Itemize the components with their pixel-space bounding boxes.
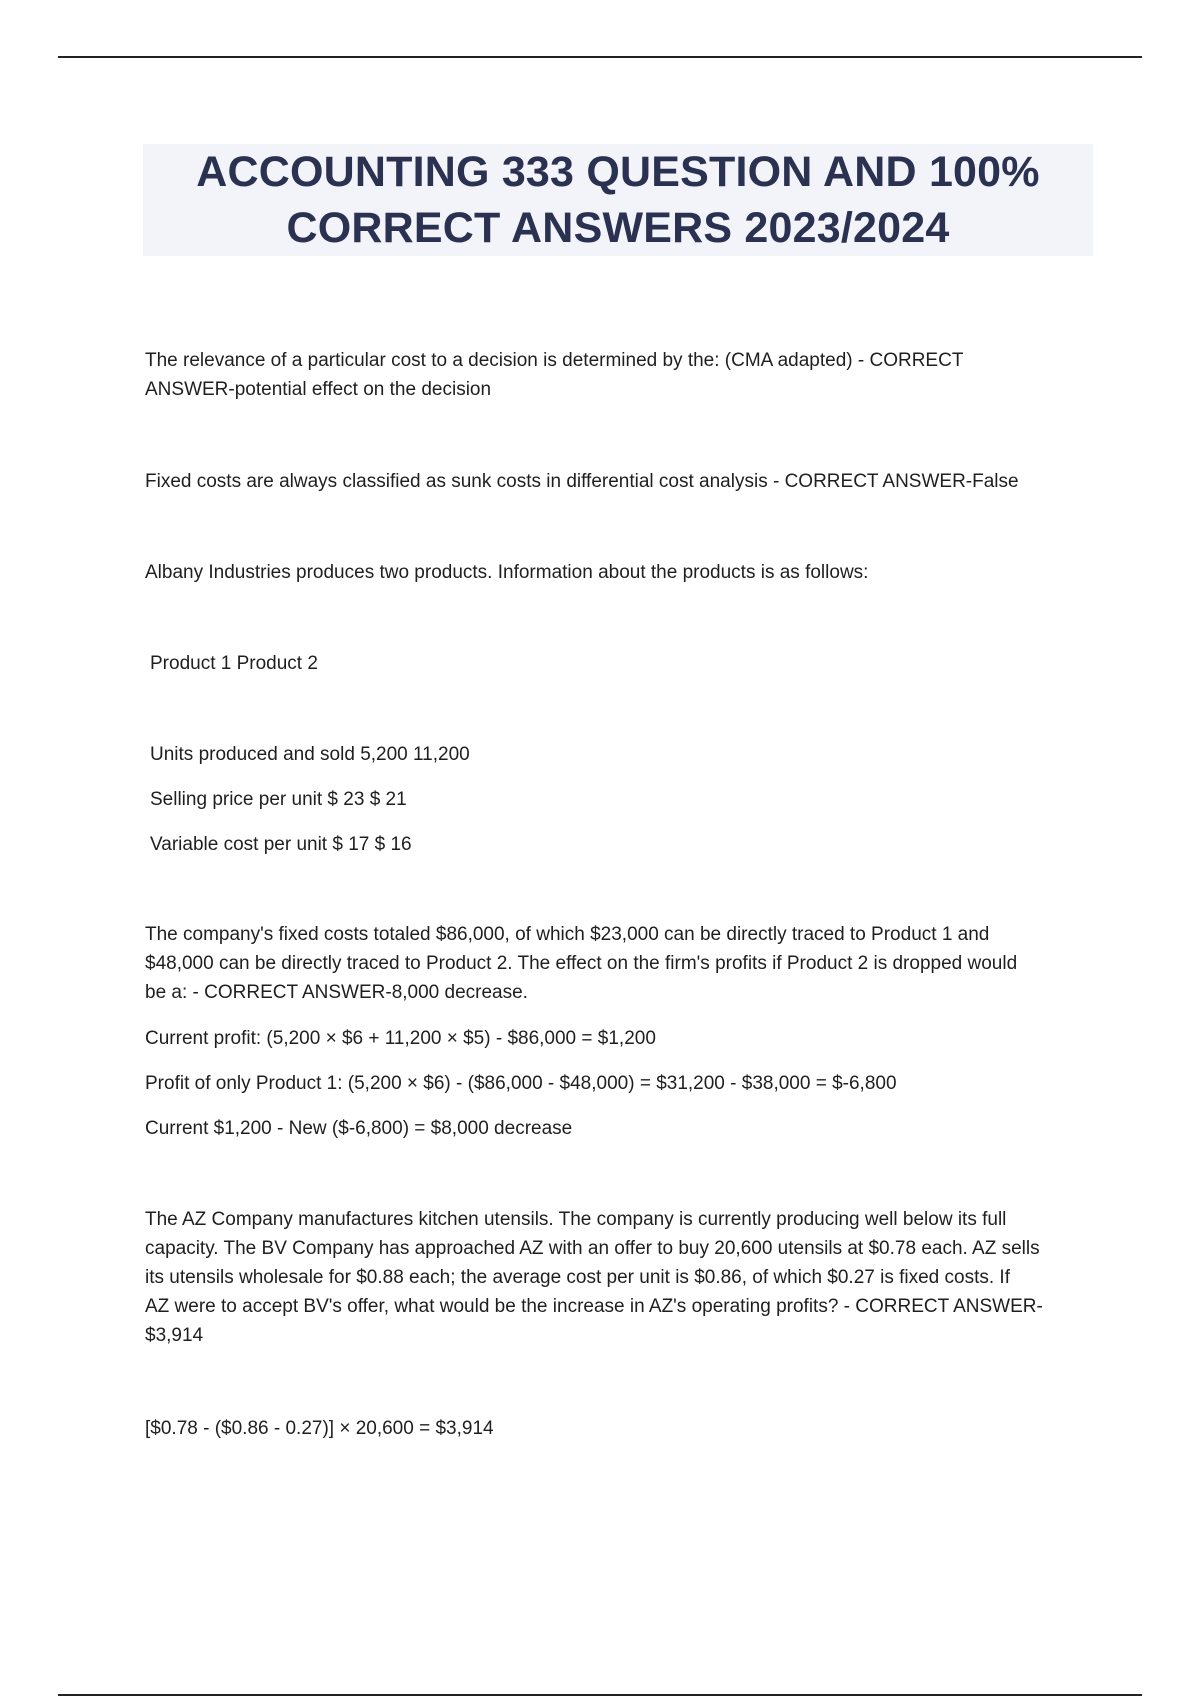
question-3-line-3: be a: - CORRECT ANSWER-8,000 decrease. [145,982,528,1003]
question-3-intro: Albany Industries produces two products. Information about the products is as follows: [145,562,869,583]
question-4 [145,1205,1095,1350]
product-table-row-price: Selling price per unit $ 23 $ 21 [150,789,407,810]
question-4-line-2: capacity. The BV Company has approached AZ with an offer to buy 20,600 utensils at $0.78 each. AZ sells [145,1238,1040,1259]
question-4-line-1: The AZ Company manufactures kitchen utensils. The company is currently producing well below its full [145,1209,1007,1230]
question-3-calc-product-1: Profit of only Product 1: (5,200 × $6) - ($86,000 - $48,000) = $31,200 - $38,000 = $-6,800 [145,1073,897,1094]
question-4-line-4: AZ were to accept BV's offer, what would be the increase in AZ's operating profits? - CORRECT ANSWER- [145,1296,1043,1317]
question-3-line-1: The company's fixed costs totaled $86,000, of which $23,000 can be directly traced to Product 1 and [145,924,990,945]
question-4-line-3: its utensils wholesale for $0.88 each; the average cost per unit is $0.86, of which $0.27 is fixed costs. If [145,1267,1010,1288]
title-line-1: ACCOUNTING 333 QUESTION AND 100% [196,148,1040,196]
question-1-line-2: ANSWER-potential effect on the decision [145,379,492,400]
question-3-calc-difference: Current $1,200 - New ($-6,800) = $8,000 decrease [145,1118,573,1139]
product-table-header: Product 1 Product 2 [150,653,318,674]
question-3-line-2: $48,000 can be directly traced to Product 2. The effect on the firm's profits if Product 2 is dropped would [145,953,1018,974]
question-2: Fixed costs are always classified as sunk costs in differential cost analysis - CORRECT ANSWER-False [145,471,1019,492]
product-table-row-units: Units produced and sold 5,200 11,200 [150,744,470,765]
bottom-rule [58,1694,1142,1696]
question-1 [145,346,1095,404]
question-1-line-1: The relevance of a particular cost to a decision is determined by the: (CMA adapted) - CORRECT [145,350,964,371]
top-rule [58,56,1142,58]
title-banner [143,144,1093,256]
title-line-2: CORRECT ANSWERS 2023/2024 [286,204,950,252]
question-4-calc: [$0.78 - ($0.86 - 0.27)] × 20,600 = $3,914 [145,1418,494,1439]
question-4-line-5: $3,914 [145,1325,204,1346]
question-3-calc-current: Current profit: (5,200 × $6 + 11,200 × $5) - $86,000 = $1,200 [145,1028,656,1049]
question-3 [145,920,1095,1007]
document-title [196,144,1039,256]
product-table-row-variable-cost: Variable cost per unit $ 17 $ 16 [150,834,412,855]
